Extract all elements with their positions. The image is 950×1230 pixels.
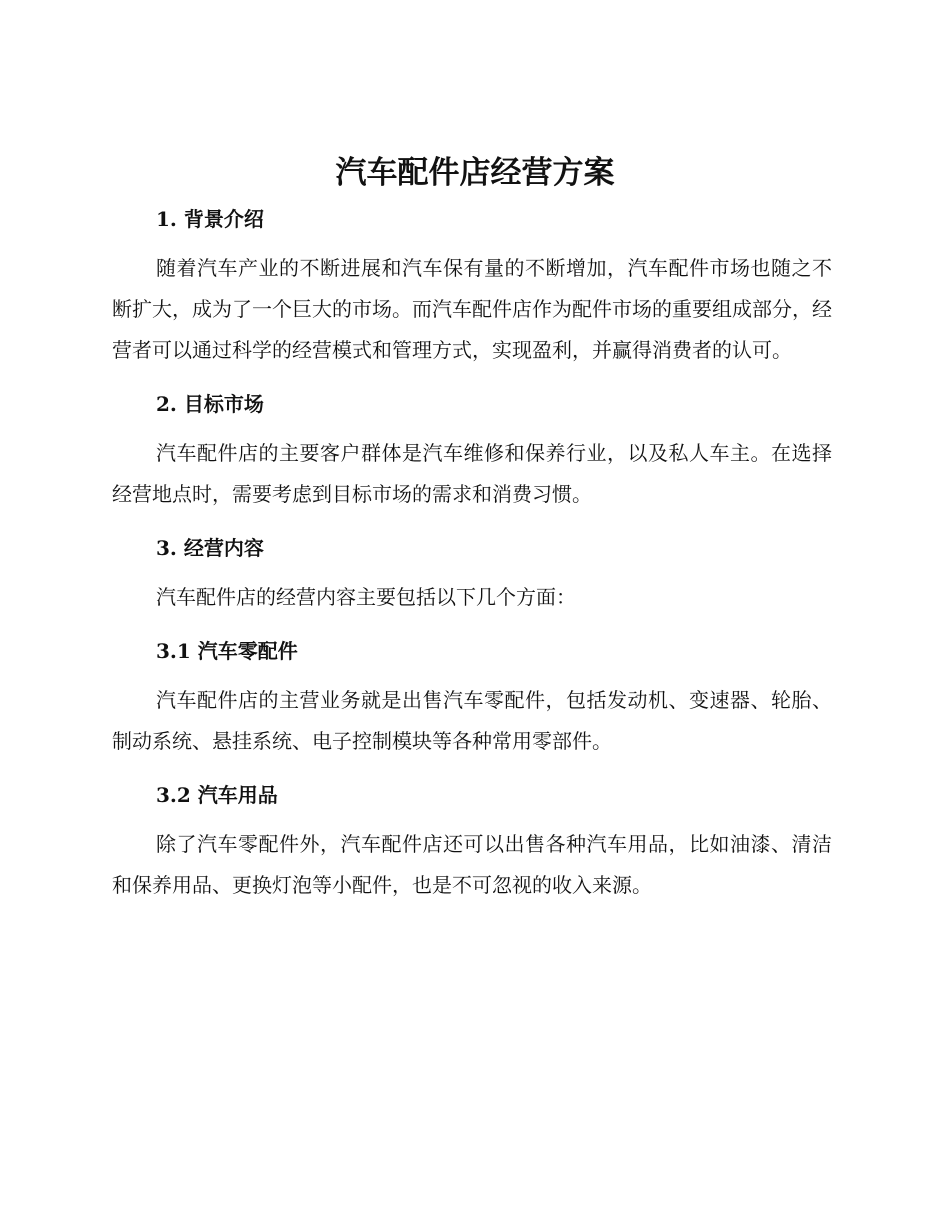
section-heading-business-content: 3. 经营内容 — [156, 536, 264, 560]
section-heading-target-market: 2. 目标市场 — [156, 392, 264, 416]
section-paragraph-business-content: 汽车配件店的经营内容主要包括以下几个方面： — [156, 585, 576, 609]
section-paragraph-auto-parts: 汽车配件店的主营业务就是出售汽车零配件，包括发动机、变速器、轮胎、制动系统、悬挂系统、电子控制模块等各种常用零部件。 — [112, 688, 832, 753]
section-heading-auto-supplies: 3.2 汽车用品 — [156, 783, 278, 807]
document-body — [112, 198, 832, 906]
section-paragraph-background: 随着汽车产业的不断进展和汽车保有量的不断增加，汽车配件市场也随之不断扩大，成为了一个巨大的市场。而汽车配件店作为配件市场的重要组成部分，经营者可以通过科学的经营模式和管理方式，实现盈利，并赢得消费者的认可。 — [112, 256, 832, 362]
section-heading-auto-parts: 3.1 汽车零配件 — [156, 639, 298, 663]
section-paragraph-auto-supplies: 除了汽车零配件外，汽车配件店还可以出售各种汽车用品，比如油漆、清洁和保养用品、更换灯泡等小配件，也是不可忽视的收入来源。 — [112, 832, 832, 897]
section-paragraph-target-market: 汽车配件店的主要客户群体是汽车维修和保养行业，以及私人车主。在选择经营地点时，需要考虑到目标市场的需求和消费习惯。 — [112, 441, 832, 506]
section-heading-background: 1. 背景介绍 — [156, 207, 264, 231]
page-title: 汽车配件店经营方案 — [335, 155, 615, 191]
